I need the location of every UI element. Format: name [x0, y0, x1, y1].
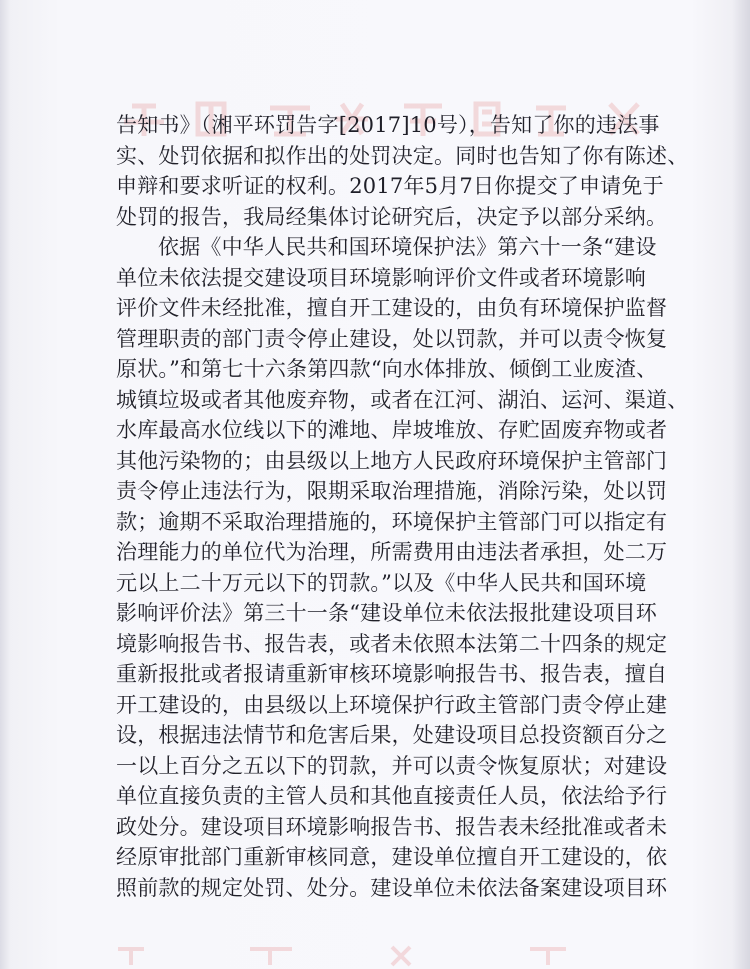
text-line-13: 责令停止违法行为，限期采取治理措施，消除污染，处以罚	[116, 479, 668, 503]
text-line-21: 设，根据违法情节和危害后果，处建设项目总投资额百分之	[116, 723, 668, 747]
text-line-14: 款；逾期不采取治理措施的，环境保护主管部门可以指定有	[116, 509, 668, 534]
text-line-5: 依据《中华人民共和国环境保护法》第六十一条“建设	[158, 235, 657, 259]
text-line-23: 单位直接负责的主管人员和其他直接责任人员，依法给予行	[116, 784, 668, 808]
text-line-2: 实、处罚依据和拟作出的处罚决定。同时也告知了你有陈述、	[116, 143, 689, 168]
text-line-11: 水库最高水位线以下的滩地、岸坡堆放、存贮固废弃物或者	[116, 418, 668, 442]
text-line-25: 经原审批部门重新审核同意，建设单位擅自开工建设的，依	[116, 845, 668, 869]
text-line-15: 治理能力的单位代为治理，所需费用由违法者承担，处二万	[116, 540, 668, 564]
text-line-19: 重新报批或者报请重新审核环境影响报告书、报告表，擅自	[116, 662, 668, 686]
text-line-26: 照前款的规定处罚、处分。建设单位未依法备案建设项目环	[116, 875, 668, 900]
text-line-8: 管理职责的部门责令停止建设，处以罚款，并可以责令恢复	[116, 326, 668, 351]
text-line-4: 处罚的报告，我局经集体讨论研究后，决定予以部分采纳。	[116, 204, 668, 229]
text-line-1: 告知书》（湘平环罚告字[2017]10号），告知了你的违法事	[116, 113, 660, 137]
text-line-7: 评价文件未经批准，擅自开工建设的，由负有环境保护监督	[116, 296, 668, 320]
red-seal-bleed-bottom	[0, 941, 750, 969]
right-scan-shadow	[732, 0, 750, 969]
text-line-12: 其他污染物的；由县级以上地方人民政府环境保护主管部门	[116, 448, 668, 473]
text-line-6: 单位未依法提交建设项目环境影响评价文件或者环境影响	[116, 265, 646, 290]
text-line-16: 元以上二十万元以下的罚款。”以及《中华人民共和国环境	[116, 570, 647, 595]
text-line-18: 境影响报告书、报告表，或者未依照本法第二十四条的规定	[116, 631, 668, 656]
text-line-3: 申辩和要求听证的权利。2017年5月7日你提交了申请免于	[116, 174, 664, 198]
text-line-24: 政处分。建设项目环境影响报告书、报告表未经批准或者未	[116, 814, 668, 839]
text-line-10: 城镇垃圾或者其他废弃物，或者在江河、湖泊、运河、渠道、	[116, 387, 689, 412]
text-line-9: 原状。”和第七十六条第四款“向水体排放、倾倒工业废渣、	[116, 357, 658, 381]
text-line-20: 开工建设的，由县级以上环境保护行政主管部门责令停止建	[116, 692, 668, 717]
document-body	[116, 110, 689, 903]
text-line-22: 一以上百分之五以下的罚款，并可以责令恢复原状；对建设	[116, 753, 668, 778]
left-scan-shadow	[0, 0, 10, 969]
text-line-17: 影响评价法》第三十一条“建设单位未依法报批建设项目环	[116, 601, 657, 625]
